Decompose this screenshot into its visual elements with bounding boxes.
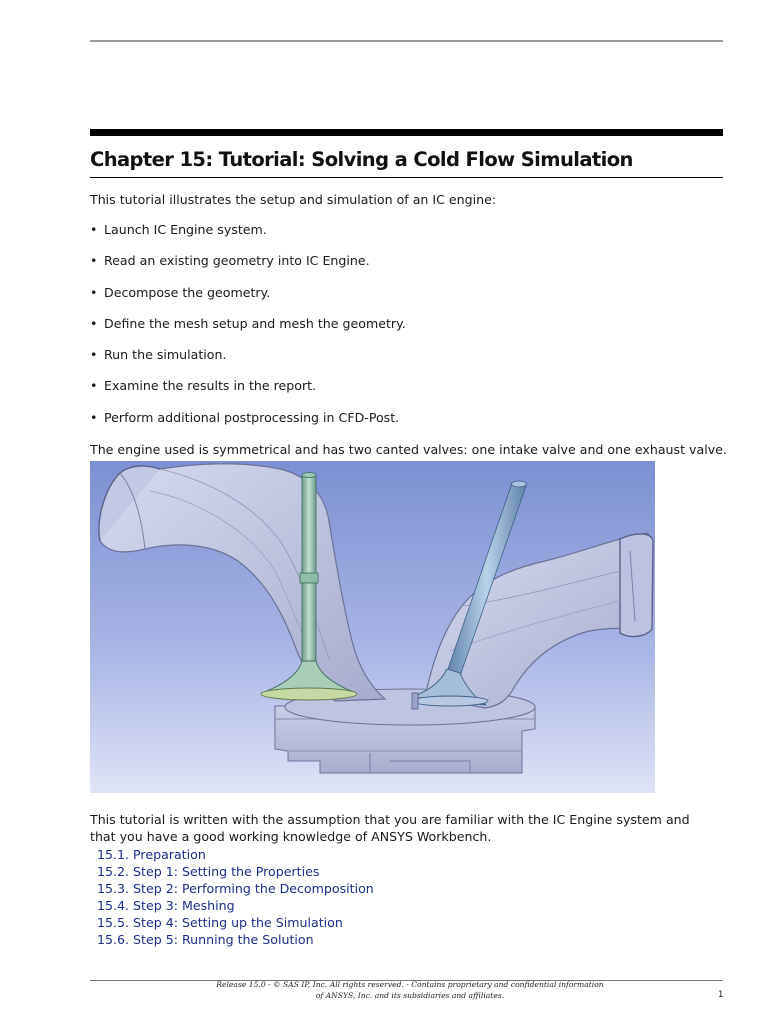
bullet-icon: • (90, 347, 98, 363)
step-text: Read an existing geometry into IC Engine. (104, 253, 370, 269)
toc-link-decomposition[interactable]: 15.3. Step 2: Performing the Decomposition (97, 881, 374, 897)
title-underline (90, 177, 723, 178)
list-item (90, 222, 406, 253)
footer-line-1: Release 15.0 - © SAS IP, Inc. All rights reserved. - Contains proprietary and confidential information (216, 980, 604, 989)
toc-link-meshing[interactable]: 15.4. Step 3: Meshing (97, 898, 235, 914)
list-item (90, 285, 406, 316)
list-item (90, 347, 406, 378)
list-item (90, 410, 406, 441)
toc-item (97, 846, 374, 863)
step-text: Decompose the geometry. (104, 284, 271, 300)
step-text: Run the simulation. (104, 347, 227, 363)
step-text: Define the mesh setup and mesh the geometry. (104, 315, 406, 331)
assumption-paragraph: This tutorial is written with the assumption that you are familiar with the IC Engine system and that you have a good working knowledge of ANSYS Workbench. (90, 812, 690, 844)
chapter-title: Chapter 15: Tutorial: Solving a Cold Flow Simulation (90, 148, 633, 171)
step-text: Launch IC Engine system. (104, 222, 267, 237)
toc-link-properties[interactable]: 15.2. Step 1: Setting the Properties (97, 864, 320, 880)
toc-link-running-solution[interactable]: 15.6. Step 5: Running the Solution (97, 932, 314, 948)
list-item (90, 253, 406, 284)
toc-item (97, 897, 374, 914)
header-rule (90, 40, 723, 42)
page-number: 1 (718, 990, 724, 1000)
toc-item (97, 863, 374, 880)
bullet-icon: • (90, 222, 98, 237)
bullet-icon: • (90, 409, 98, 425)
bullet-icon: • (90, 284, 98, 300)
engine-geometry-illustration (90, 461, 655, 793)
footer-line-2: of ANSYS, Inc. and its subsidiaries and affiliates. (315, 990, 505, 1000)
intake-port (99, 464, 385, 701)
engine-description: The engine used is symmetrical and has two canted valves: one intake valve and one exhaust valve. (90, 442, 727, 457)
bullet-icon: • (90, 253, 98, 269)
engine-geometry-figure (90, 461, 655, 793)
bullet-icon: • (90, 378, 98, 394)
list-item (90, 316, 406, 347)
footer-copyright (160, 980, 660, 1001)
intro-paragraph: This tutorial illustrates the setup and simulation of an IC engine: (90, 192, 497, 207)
steps-list (90, 222, 406, 441)
step-text: Examine the results in the report. (104, 378, 317, 394)
toc-item (97, 914, 374, 931)
list-item (90, 378, 406, 409)
section-toc (97, 846, 374, 949)
toc-item (97, 931, 374, 948)
bullet-icon: • (90, 315, 98, 331)
toc-link-simulation-setup[interactable]: 15.5. Step 4: Setting up the Simulation (97, 915, 343, 931)
chapter-bar (90, 129, 723, 136)
toc-link-preparation[interactable]: 15.1. Preparation (97, 847, 206, 862)
step-text: Perform additional postprocessing in CFD-Post. (104, 409, 400, 425)
toc-item (97, 880, 374, 897)
